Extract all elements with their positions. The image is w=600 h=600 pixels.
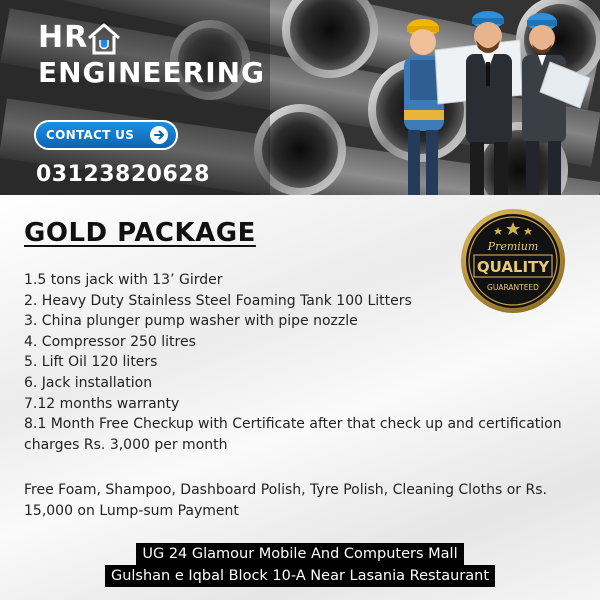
logo-hr-text: HR	[38, 20, 89, 55]
header-banner	[0, 0, 600, 195]
list-item: 4. Compressor 250 litres	[24, 333, 196, 350]
list-item: 1.5 tons jack with 13’ Girder	[24, 272, 223, 288]
free-offer-text: Free Foam, Shampoo, Dashboard Polish, Tyre Polish, Cleaning Cloths or Rs. 15,000 on Lump-sum Payment	[24, 482, 547, 519]
arrow-right-icon	[150, 126, 168, 144]
list-item: 7.12 months warranty	[24, 395, 180, 412]
badge-quality-text: QUALITY	[476, 258, 550, 276]
address-block	[0, 543, 600, 587]
list-item: 5. Lift Oil 120 liters	[24, 354, 158, 371]
package-title: GOLD PACKAGE	[24, 218, 256, 248]
list-item: 2. Heavy Duty Stainless Steel Foaming Tank 100 Litters	[24, 292, 412, 309]
address-line-1: UG 24 Glamour Mobile And Computers Mall	[136, 543, 463, 565]
list-item: 3. China plunger pump washer with pipe nozzle	[24, 313, 358, 330]
logo-engineering-text: ENGINEERING	[38, 56, 266, 89]
engineers-illustration	[390, 0, 600, 195]
house-icon	[86, 22, 122, 56]
contact-us-label: CONTACT US	[46, 128, 135, 142]
phone-number[interactable]: 03123820628	[36, 162, 210, 187]
badge-guaranteed-text: GUARANTEED	[487, 283, 539, 292]
list-item: 6. Jack installation	[24, 374, 153, 391]
list-item: 8.1 Month Free Checkup with Certificate after that check up and certification charges Rs. 3,000 per month	[24, 416, 562, 453]
contact-us-button[interactable]	[34, 120, 178, 150]
package-items-list	[24, 270, 594, 455]
engineer-right	[522, 13, 590, 195]
engineer-left	[404, 19, 444, 195]
engineer-middle	[466, 11, 512, 195]
address-line-2: Gulshan e Iqbal Block 10-A Near Lasania Restaurant	[105, 565, 495, 587]
badge-premium-text: Premium	[487, 240, 539, 253]
brand-logo	[38, 20, 88, 55]
